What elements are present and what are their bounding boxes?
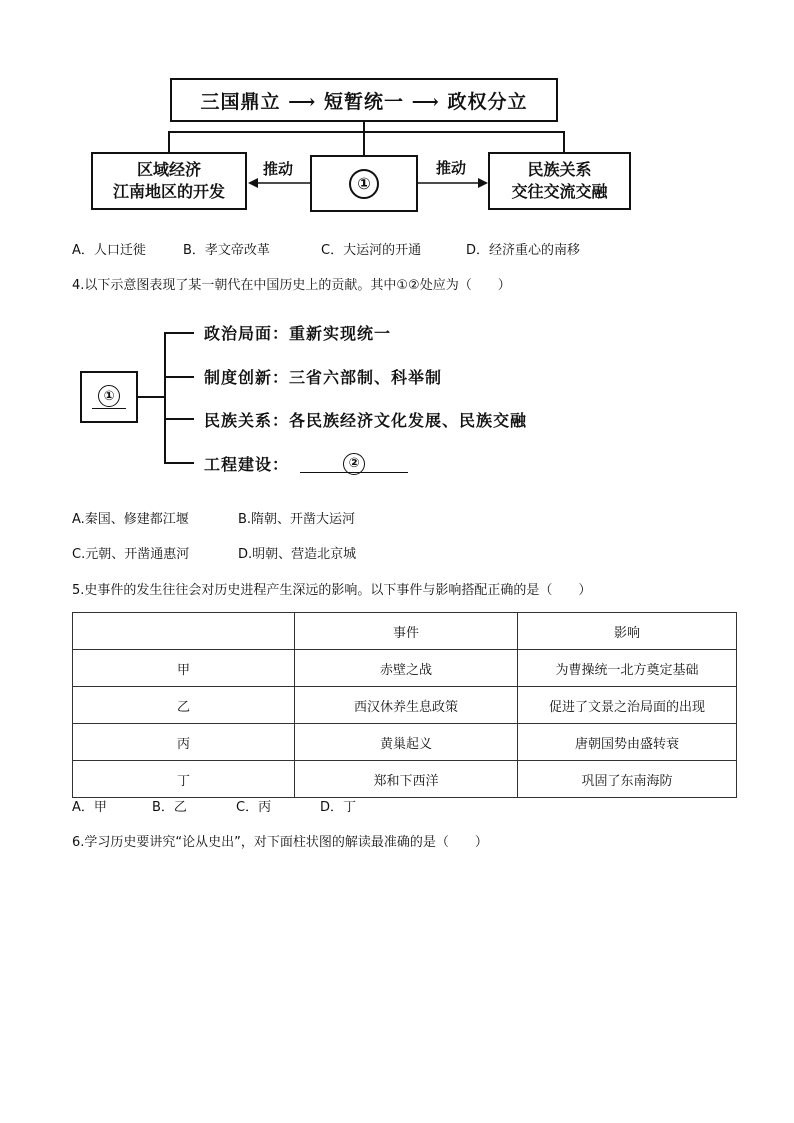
q4-box-underline — [92, 385, 126, 410]
diagram1-right-line1: 民族关系 — [527, 160, 592, 179]
diagram1-title: 三国鼎立 ⟶ 短暂统一 ⟶ 政权分立 — [200, 90, 528, 113]
q4-option-b: B.隋朝、开凿大运河 — [238, 512, 356, 527]
table-cell: 赤壁之战 — [295, 650, 518, 687]
q3-option-a: A．人口迁徙 — [72, 243, 146, 258]
q3-option-c: C．大运河的开通 — [321, 243, 422, 258]
table-header-cell: 事件 — [295, 613, 518, 650]
diagram1-right-line2: 交往交流交融 — [511, 182, 608, 201]
arrow-right-icon — [418, 178, 488, 188]
q4-option-a: A.秦国、修建都江堰 — [72, 512, 189, 527]
q4-box-number: ① — [98, 385, 120, 407]
q3-option-d: D．经济重心的南移 — [466, 243, 581, 258]
table-cell: 丁 — [73, 761, 295, 798]
table-cell: 郑和下西洋 — [295, 761, 518, 798]
q5-option-c: C．丙 — [236, 800, 272, 815]
q4-branch-4 — [164, 462, 194, 464]
q4-blank — [300, 452, 408, 473]
q4-branch-2 — [164, 376, 194, 378]
q6-question: 6.学习历史要讲究“论从史出”，对下面柱状图的解读最准确的是（ ） — [72, 835, 488, 850]
diagram1-left-line1: 区域经济 — [136, 160, 201, 179]
arrow-left-icon — [248, 178, 310, 188]
table-cell: 黄巢起义 — [295, 724, 518, 761]
diagram1-arrows — [0, 0, 794, 240]
q4-branch-3 — [164, 418, 194, 420]
table-cell: 促进了文景之治局面的出现 — [518, 687, 737, 724]
table-row — [73, 724, 737, 761]
q4-option-d: D.明朝、营造北京城 — [238, 547, 357, 562]
q4-bracket-vertical — [164, 332, 166, 464]
q5-option-d: D．丁 — [320, 800, 357, 815]
q5-option-a: A．甲 — [72, 800, 107, 815]
table-cell: 甲 — [73, 650, 295, 687]
table-header-cell — [73, 613, 295, 650]
table-header-cell: 影响 — [518, 613, 737, 650]
diagram1-left-line2: 江南地区的开发 — [112, 182, 225, 201]
table-header-row — [73, 613, 737, 650]
q4-item-engineering: 工程建设： — [204, 455, 290, 474]
table-cell: 乙 — [73, 687, 295, 724]
q3-option-b: B．孝文帝改革 — [183, 243, 270, 258]
table-row — [73, 761, 737, 798]
table-cell: 唐朝国势由盛转衰 — [518, 724, 737, 761]
q4-question: 4.以下示意图表现了某一朝代在中国历史上的贡献。其中①②处应为（ ） — [72, 278, 511, 293]
q4-connector — [138, 396, 164, 398]
push-left-label: 推动 — [263, 160, 294, 178]
table-cell: 西汉休养生息政策 — [295, 687, 518, 724]
q4-item-ethnic: 民族关系：各民族经济文化发展、民族交融 — [204, 411, 528, 430]
table-cell: 巩固了东南海防 — [518, 761, 737, 798]
q5-table — [72, 612, 737, 798]
q4-branch-1 — [164, 332, 194, 334]
q4-box — [80, 371, 138, 423]
q5-option-b: B．乙 — [152, 800, 187, 815]
push-right-label: 推动 — [436, 159, 467, 177]
table-row — [73, 687, 737, 724]
q4-option-c: C.元朝、开凿通惠河 — [72, 547, 190, 562]
table-cell: 为曹操统一北方奠定基础 — [518, 650, 737, 687]
q5-question: 5.史事件的发生往往会对历史进程产生深远的影响。以下事件与影响搭配正确的是（ ） — [72, 583, 592, 598]
table-cell: 丙 — [73, 724, 295, 761]
q4-item-politics: 政治局面：重新实现统一 — [204, 324, 392, 343]
diagram1-center-number: ① — [349, 169, 379, 199]
q4-item-institution: 制度创新：三省六部制、科举制 — [204, 368, 443, 387]
q4-blank-number: ② — [343, 453, 365, 475]
table-row — [73, 650, 737, 687]
